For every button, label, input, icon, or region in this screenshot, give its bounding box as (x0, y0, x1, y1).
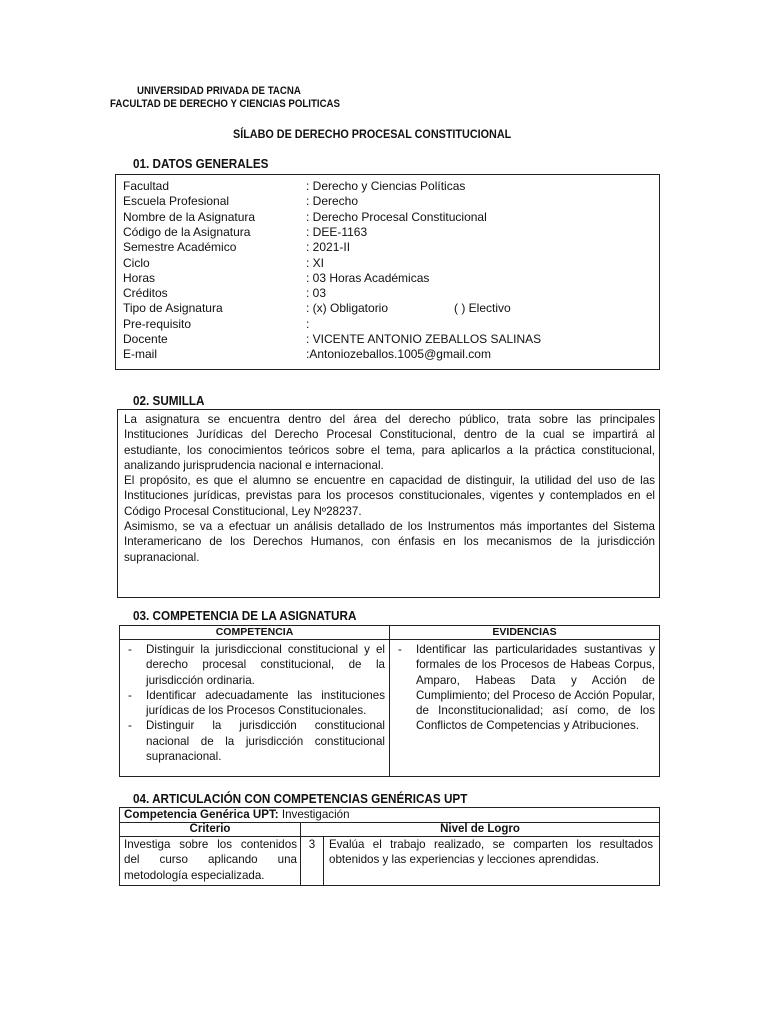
datos-label: Escuela Profesional (123, 194, 230, 209)
datos-label: E-mail (123, 347, 158, 362)
datos-label: Semestre Académico (123, 240, 237, 255)
datos-value: : 03 (306, 286, 327, 301)
competencia-item: - Identificar adecuadamente las instituciones jurídicas de los Procesos Constitucionales. (120, 688, 385, 719)
criterio-text: Investiga sobre los contenidos del curso aplicando una metodología especializada. (124, 838, 297, 882)
generic-competence-label: Competencia Genérica UPT: (124, 808, 279, 821)
datos-label: Código de la Asignatura (123, 224, 251, 239)
nivel-text: Evalúa el trabajo realizado, se comparten los resultados obtenidos y las experiencias y lecciones aprendidas. (329, 838, 653, 867)
datos-value: : Derecho (306, 194, 359, 209)
sumilla-paragraph-2: El propósito, es que el alumno se encuentre en capacidad de distinguir, la utilidad del uso de las Instituciones jurídicas, previstas para los procesos constitucionales, vigentes y contemplados en el Código Procesal Constitucional, Ley Nº28237. (124, 474, 655, 518)
datos-value: : 2021-II (306, 240, 351, 255)
section-competencia-heading: 03. COMPETENCIA DE LA ASIGNATURA (133, 608, 357, 623)
generic-competence-value: Investigación (281, 808, 350, 821)
nivel-text-cell (324, 837, 660, 886)
datos-label: Créditos (123, 286, 168, 301)
criterio-header: Criterio (120, 823, 301, 837)
datos-label: Tipo de Asignatura (123, 301, 223, 316)
competencia-item: - Distinguir la jurisdiccional constitucional y el derecho procesal constitucional, de la jurisdicción ordinaria. (120, 642, 385, 688)
datos-value: : DEE-1163 (306, 224, 368, 239)
sumilla-paragraph-1: La asignatura se encuentra dentro del área del derecho público, trata sobre las principales Instituciones Jurídicas del Derecho Procesal Constitucional, dentro de la cual se impartirá al estudiante, los conocimientos teóricos sobre el tema, para aplicarlos a la práctica constitucional, analizando jurisprudencia nacional e internacional. (124, 413, 655, 472)
datos-value: :Antoniozeballos.1005@gmail.com (306, 347, 491, 362)
datos-value: : (x) Obligatorio (306, 301, 389, 316)
generic-competence-row (120, 808, 660, 823)
datos-label: Nombre de la Asignatura (123, 209, 256, 224)
section-datos-generales-heading: 01. DATOS GENERALES (133, 156, 269, 171)
datos-value: : Derecho Procesal Constitucional (306, 209, 487, 224)
document-title: SÍLABO DE DERECHO PROCESAL CONSTITUCIONAL (233, 127, 512, 141)
datos-value: : VICENTE ANTONIO ZEBALLOS SALINAS (306, 332, 542, 346)
datos-label: Docente (123, 332, 168, 346)
datos-value: : (306, 316, 310, 331)
criterio-cell (120, 837, 301, 886)
competencia-table (119, 625, 660, 777)
datos-label: Facultad (123, 179, 170, 193)
competencia-list (120, 642, 385, 764)
datos-value: : Derecho y Ciencias Políticas (306, 179, 466, 193)
sumilla-paragraph-3: Asimismo, se va a efectuar un análisis detallado de los Instrumentos más importantes del Sistema Interamericano de los Derechos Humanos, con énfasis en los mecanismos de la jurisdicción supranacional. (124, 520, 655, 564)
section-articulacion-heading: 04. ARTICULACIÓN CON COMPETENCIAS GENÉRICAS UPT (133, 791, 468, 806)
evidencia-item: - Identificar las particularidades sustantivas y formales de los Procesos de Habeas Corpus, Amparo, Habeas Data y Acción de Cumplimiento; del Proceso de Acción Popular, de Inconstitucionalidad; así como, de los Conflictos de Competencias y Atribuciones. (390, 642, 655, 734)
datos-generales-box (115, 174, 660, 370)
articulacion-table (119, 807, 660, 886)
datos-value: : 03 Horas Académicas (306, 270, 430, 285)
datos-label: Horas (123, 270, 156, 285)
sumilla-text (124, 412, 655, 565)
section-sumilla-heading: 02. SUMILLA (133, 393, 205, 408)
datos-label: Ciclo (123, 255, 150, 270)
evidencias-header: EVIDENCIAS (390, 626, 660, 640)
competencia-cell (120, 640, 390, 777)
datos-value-extra: ( ) Electivo (454, 301, 511, 316)
nivel-logro-header: Nivel de Logro (301, 823, 660, 837)
competencia-item: - Distinguir la jurisdicción constitucional nacional de la jurisdicción constitucional supranacional. (120, 718, 385, 764)
evidencias-cell (390, 640, 660, 777)
evidencias-list (390, 642, 655, 734)
nivel-number-cell: 3 (301, 837, 324, 886)
faculty-name: FACULTAD DE DERECHO Y CIENCIAS POLITICAS (110, 98, 341, 110)
competencia-header: COMPETENCIA (120, 626, 390, 640)
datos-label: Pre-requisito (123, 316, 192, 331)
sumilla-box (117, 409, 660, 598)
university-name: UNIVERSIDAD PRIVADA DE TACNA (137, 85, 301, 97)
datos-value: : XI (306, 255, 325, 270)
